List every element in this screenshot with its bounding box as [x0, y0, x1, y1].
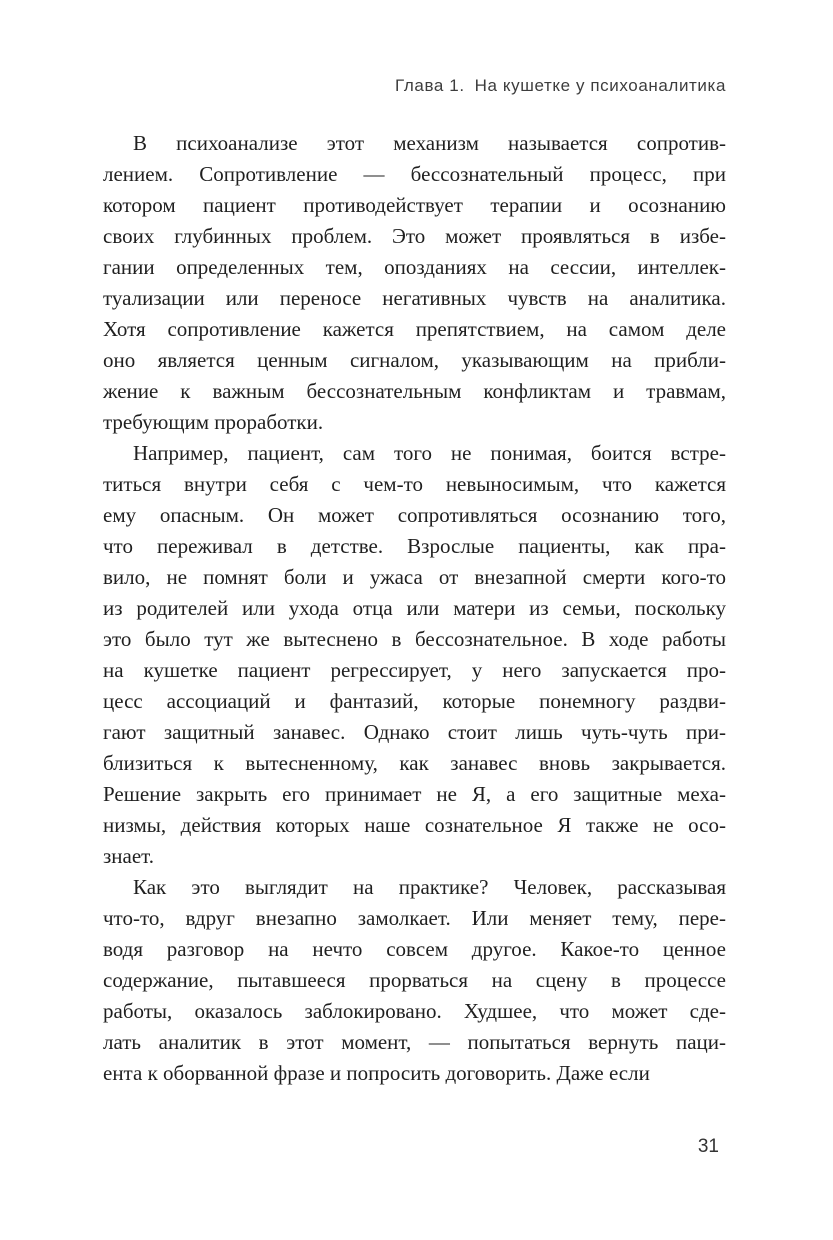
text-line: цесс ассоциаций и фантазий, которые понемногу раздви- — [103, 689, 726, 713]
running-head — [103, 76, 726, 96]
text-line: знает. — [103, 844, 155, 868]
text-line: котором пациент противодействует терапии и осознанию — [103, 193, 726, 217]
text-line: титься внутри себя с чем-то невыносимым, что кажется — [103, 472, 726, 496]
text-line: работы, оказалось заблокировано. Худшее, что может сде- — [103, 999, 726, 1023]
text-line: на кушетке пациент регрессирует, у него запускается про- — [103, 658, 726, 682]
text-line: гании определенных тем, опозданиях на сессии, интеллек- — [103, 255, 726, 279]
text-line: близиться к вытесненному, как занавес вновь закрывается. — [103, 751, 726, 775]
text-line: В психоанализе этот механизм называется сопротив- — [133, 131, 726, 155]
body-text — [103, 128, 726, 1089]
page-number: 31 — [697, 1136, 719, 1157]
text-line: Решение закрыть его принимает не Я, а его защитные меха- — [103, 782, 726, 806]
text-line: своих глубинных проблем. Это может проявляться в избе- — [103, 224, 726, 248]
chapter-title: На кушетке у психоаналитика — [474, 76, 726, 95]
text-line: это было тут же вытеснено в бессознательное. В ходе работы — [103, 627, 726, 651]
text-line: жение к важным бессознательным конфликтам и травмам, — [103, 379, 726, 403]
text-line: лать аналитик в этот момент, — попытаться вернуть паци- — [103, 1030, 726, 1054]
text-line: что-то, вдруг внезапно замолкает. Или меняет тему, пере- — [103, 906, 726, 930]
text-line: оно является ценным сигналом, указывающим на прибли- — [103, 348, 726, 372]
text-line: Например, пациент, сам того не понимая, боится встре- — [133, 441, 726, 465]
chapter-label: Глава 1. — [395, 76, 465, 95]
text-line: требующим проработки. — [103, 410, 324, 434]
text-line: вило, не помнят боли и ужаса от внезапной смерти кого-то — [103, 565, 726, 589]
text-line: содержание, пытавшееся прорваться на сцену в процессе — [103, 968, 726, 992]
text-line: низмы, действия которых наше сознательное Я также не осо- — [103, 813, 726, 837]
text-line: ему опасным. Он может сопротивляться осознанию того, — [103, 503, 726, 527]
text-line: туализации или переносе негативных чувств на аналитика. — [103, 286, 726, 310]
text-line: Как это выглядит на практике? Человек, рассказывая — [133, 875, 726, 899]
text-line: из родителей или ухода отца или матери из семьи, поскольку — [103, 596, 726, 620]
text-line: гают защитный занавес. Однако стоит лишь чуть-чуть при- — [103, 720, 726, 744]
text-line: Хотя сопротивление кажется препятствием, на самом деле — [103, 317, 726, 341]
text-line: ента к оборванной фразе и попросить договорить. Даже если — [103, 1061, 650, 1085]
text-line: что переживал в детстве. Взрослые пациенты, как пра- — [103, 534, 726, 558]
text-line: водя разговор на нечто совсем другое. Какое-то ценное — [103, 937, 726, 961]
text-line: лением. Сопротивление — бессознательный процесс, при — [103, 162, 726, 186]
